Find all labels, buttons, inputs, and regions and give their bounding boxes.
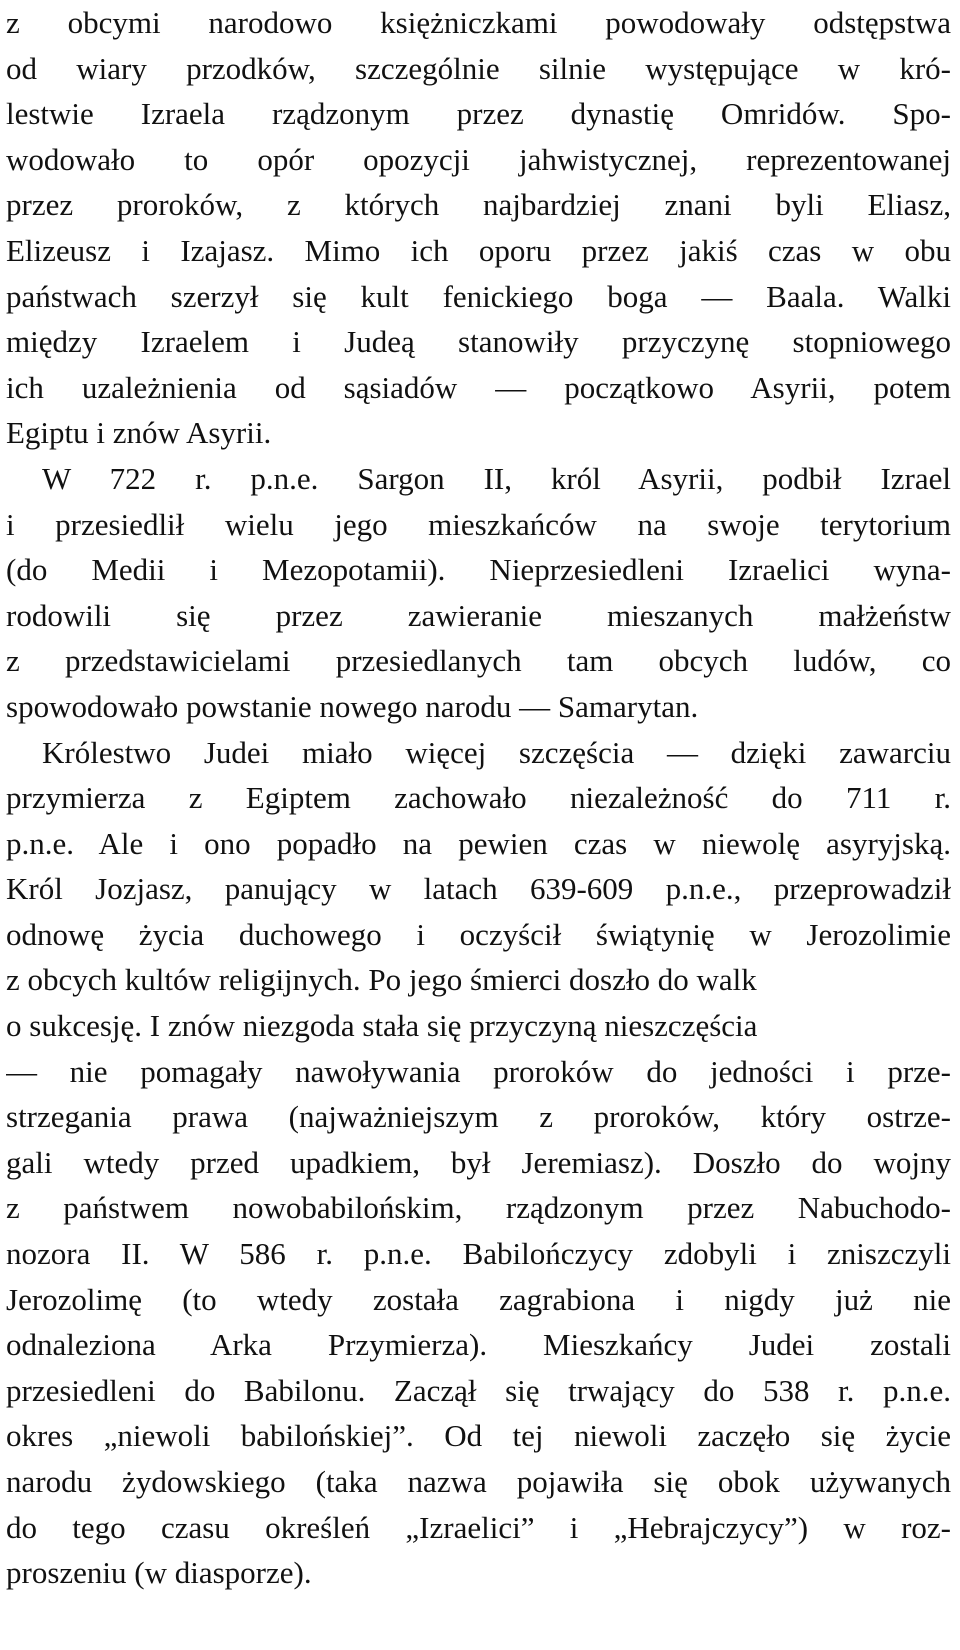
text-line: z obcych kultów religijnych. Po jego śmierci doszło do walk bbox=[6, 962, 757, 998]
paragraph-start-line: W 722 r. p.n.e. Sargon II, król Asyrii, podbił Izrael bbox=[42, 460, 951, 496]
text-line: rodowili się przez zawieranie mieszanych małżeństw bbox=[6, 597, 951, 633]
text-line: okres „niewoli babilońskiej”. Od tej niewoli zaczęło się życie bbox=[6, 1418, 951, 1454]
text-line: odnaleziona Arka Przymierza). Mieszkańcy Judei zostali bbox=[6, 1327, 951, 1363]
text-line: państwach szerzył się kult fenickiego boga — Baala. Walki bbox=[6, 278, 951, 314]
document-page bbox=[6, 0, 951, 1596]
text-line: od wiary przodków, szczególnie silnie występujące w kró- bbox=[6, 50, 951, 86]
paragraph-end-line: Egiptu i znów Asyrii. bbox=[6, 415, 272, 451]
text-line: narodu żydowskiego (taka nazwa pojawiła się obok używanych bbox=[6, 1464, 951, 1499]
text-line: o sukcesję. I znów niezgoda stała się przyczyną nieszczęścia bbox=[6, 1008, 758, 1044]
text-line: przymierza z Egiptem zachowało niezależność do 711 r. bbox=[6, 780, 951, 816]
text-line: p.n.e. Ale i ono popadło na pewien czas w niewolę asyryjską. bbox=[6, 825, 951, 861]
text-line: odnowę życia duchowego i oczyścił świątynię w Jerozolimie bbox=[6, 916, 951, 952]
text-line: Jerozolimę (to wtedy została zagrabiona i nigdy już nie bbox=[6, 1281, 951, 1317]
paragraph-start-line: Królestwo Judei miało więcej szczęścia — dzięki zawarciu bbox=[42, 734, 951, 770]
text-line: ich uzależnienia od sąsiadów — początkowo Asyrii, potem bbox=[6, 369, 951, 405]
text-line: (do Medii i Mezopotamii). Nieprzesiedleni Izraelici wyna- bbox=[6, 552, 951, 588]
paragraph-end-line: spowodowało powstanie nowego narodu — Samarytan. bbox=[6, 688, 699, 724]
text-line: — nie pomagały nawoływania proroków do jedności i prze- bbox=[6, 1053, 951, 1089]
paragraph-end-line: proszeniu (w diasporze). bbox=[6, 1555, 312, 1591]
text-line: i przesiedlił wielu jego mieszkańców na swoje terytorium bbox=[6, 506, 951, 542]
text-line: z przedstawicielami przesiedlanych tam obcych ludów, co bbox=[6, 643, 951, 679]
text-line: z państwem nowobabilońskim, rządzonym przez Nabuchodo- bbox=[6, 1190, 951, 1226]
text-line: lestwie Izraela rządzonym przez dynastię Omridów. Spo- bbox=[6, 96, 951, 132]
text-line: Elizeusz i Izajasz. Mimo ich oporu przez jakiś czas w obu bbox=[6, 232, 951, 268]
text-line: do tego czasu określeń „Izraelici” i „Hebrajczycy”) w roz- bbox=[6, 1509, 951, 1545]
text-line: strzegania prawa (najważniejszym z proroków, który ostrze- bbox=[6, 1099, 951, 1135]
text-line: nozora II. W 586 r. p.n.e. Babilończycy zdobyli i zniszczyli bbox=[6, 1236, 951, 1272]
text-line: między Izraelem i Judeą stanowiły przyczynę stopniowego bbox=[6, 324, 951, 360]
text-line: gali wtedy przed upadkiem, był Jeremiasz). Doszło do wojny bbox=[6, 1144, 951, 1180]
text-line: przez proroków, z których najbardziej znani byli Eliasz, bbox=[6, 187, 951, 223]
text-line: z obcymi narodowo księżniczkami powodowały odstępstwa bbox=[6, 5, 951, 40]
text-line: Król Jozjasz, panujący w latach 639-609 p.n.e., przeprowadził bbox=[6, 871, 951, 907]
text-line: wodowało to opór opozycji jahwistycznej, reprezentowanej bbox=[6, 141, 951, 177]
text-line: przesiedleni do Babilonu. Zaczął się trwający do 538 r. p.n.e. bbox=[6, 1372, 951, 1408]
